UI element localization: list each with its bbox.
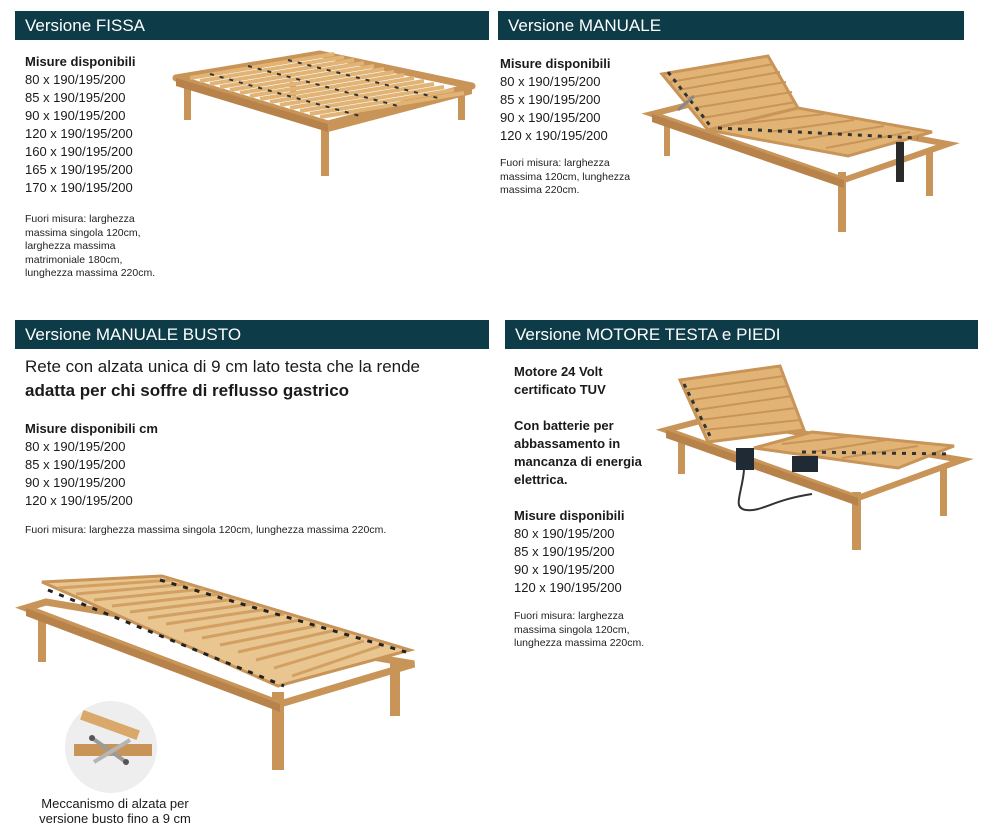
fissa-note-line: lunghezza massima 220cm. [25,267,156,279]
busto-caption [20,796,210,826]
motore-sizes-title: Misure disponibili [514,508,625,523]
busto-mechanism-image [64,700,159,795]
fissa-note-line: Fuori misura: larghezza [25,213,135,225]
fissa-size: 165 x 190/195/200 [25,162,133,177]
motore-note [514,610,664,651]
busto-size: 85 x 190/195/200 [25,457,126,472]
motore-size: 120 x 190/195/200 [514,580,622,595]
header-fissa-title: Versione FISSA [25,16,146,35]
busto-caption-line: Meccanismo di alzata per [41,796,189,811]
busto-size: 120 x 190/195/200 [25,493,133,508]
manuale-note-line: massima 220cm. [500,184,580,196]
manuale-size: 120 x 190/195/200 [500,128,608,143]
fissa-note [25,213,185,281]
busto-caption-line: versione busto fino a 9 cm [39,811,191,826]
header-manuale-title: Versione MANUALE [508,16,662,35]
header-motore [505,320,978,349]
motore-battery-line: mancanza di energia [514,454,642,469]
motore-size: 80 x 190/195/200 [514,526,615,541]
motore-bed-image [662,364,967,554]
fissa-bed-image [170,48,480,183]
fissa-size: 90 x 190/195/200 [25,108,126,123]
header-busto-title: Versione MANUALE BUSTO [25,325,242,344]
motore-motor-line: certificato TUV [514,382,606,397]
fissa-size: 80 x 190/195/200 [25,72,126,87]
manuale-note [500,157,650,198]
motore-battery-line: Con batterie per [514,418,614,433]
motore-note-line: lunghezza massima 220cm. [514,637,645,649]
busto-size: 90 x 190/195/200 [25,475,126,490]
busto-note: Fuori misura: larghezza massima singola 120cm, lunghezza massima 220cm. [25,524,387,536]
manuale-note-line: Fuori misura: larghezza [500,157,610,169]
fissa-note-line: larghezza massima [25,240,116,252]
header-busto [15,320,489,349]
busto-description [25,355,485,403]
header-manuale [498,11,964,40]
manuale-note-line: massima 120cm, lunghezza [500,170,631,183]
fissa-note-line: massima singola 120cm, [25,226,141,239]
busto-sizes [25,420,425,538]
fissa-size: 120 x 190/195/200 [25,126,133,141]
manuale-sizes-title: Misure disponibili [500,56,611,71]
busto-desc-line: Rete con alzata unica di 9 cm lato testa che la rende [25,357,421,376]
manuale-bed-image [648,52,953,237]
manuale-size: 90 x 190/195/200 [500,110,601,125]
motore-text [514,363,664,651]
fissa-sizes-title: Misure disponibili [25,54,136,69]
fissa-size: 160 x 190/195/200 [25,144,133,159]
manuale-size: 85 x 190/195/200 [500,92,601,107]
motore-size: 85 x 190/195/200 [514,544,615,559]
motore-size: 90 x 190/195/200 [514,562,615,577]
header-motore-title: Versione MOTORE TESTA e PIEDI [515,325,781,344]
manuale-size: 80 x 190/195/200 [500,74,601,89]
fissa-sizes [25,53,185,281]
motore-note-line: Fuori misura: larghezza [514,610,624,622]
motore-battery-line: elettrica. [514,472,568,487]
fissa-note-line: matrimoniale 180cm, [25,253,123,266]
manuale-sizes [500,55,650,198]
busto-sizes-title: Misure disponibili cm [25,421,158,436]
motore-sizes [514,507,664,597]
motore-motor-line: Motore 24 Volt [514,364,603,379]
motore-battery [514,417,664,489]
busto-desc-line-bold: adatta per chi soffre di reflusso gastrico [25,381,350,400]
busto-size: 80 x 190/195/200 [25,439,126,454]
motore-note-line: massima singola 120cm, [514,623,630,636]
motore-battery-line: abbassamento in [514,436,621,451]
fissa-size: 85 x 190/195/200 [25,90,126,105]
header-fissa [15,11,489,40]
fissa-size: 170 x 190/195/200 [25,180,133,195]
